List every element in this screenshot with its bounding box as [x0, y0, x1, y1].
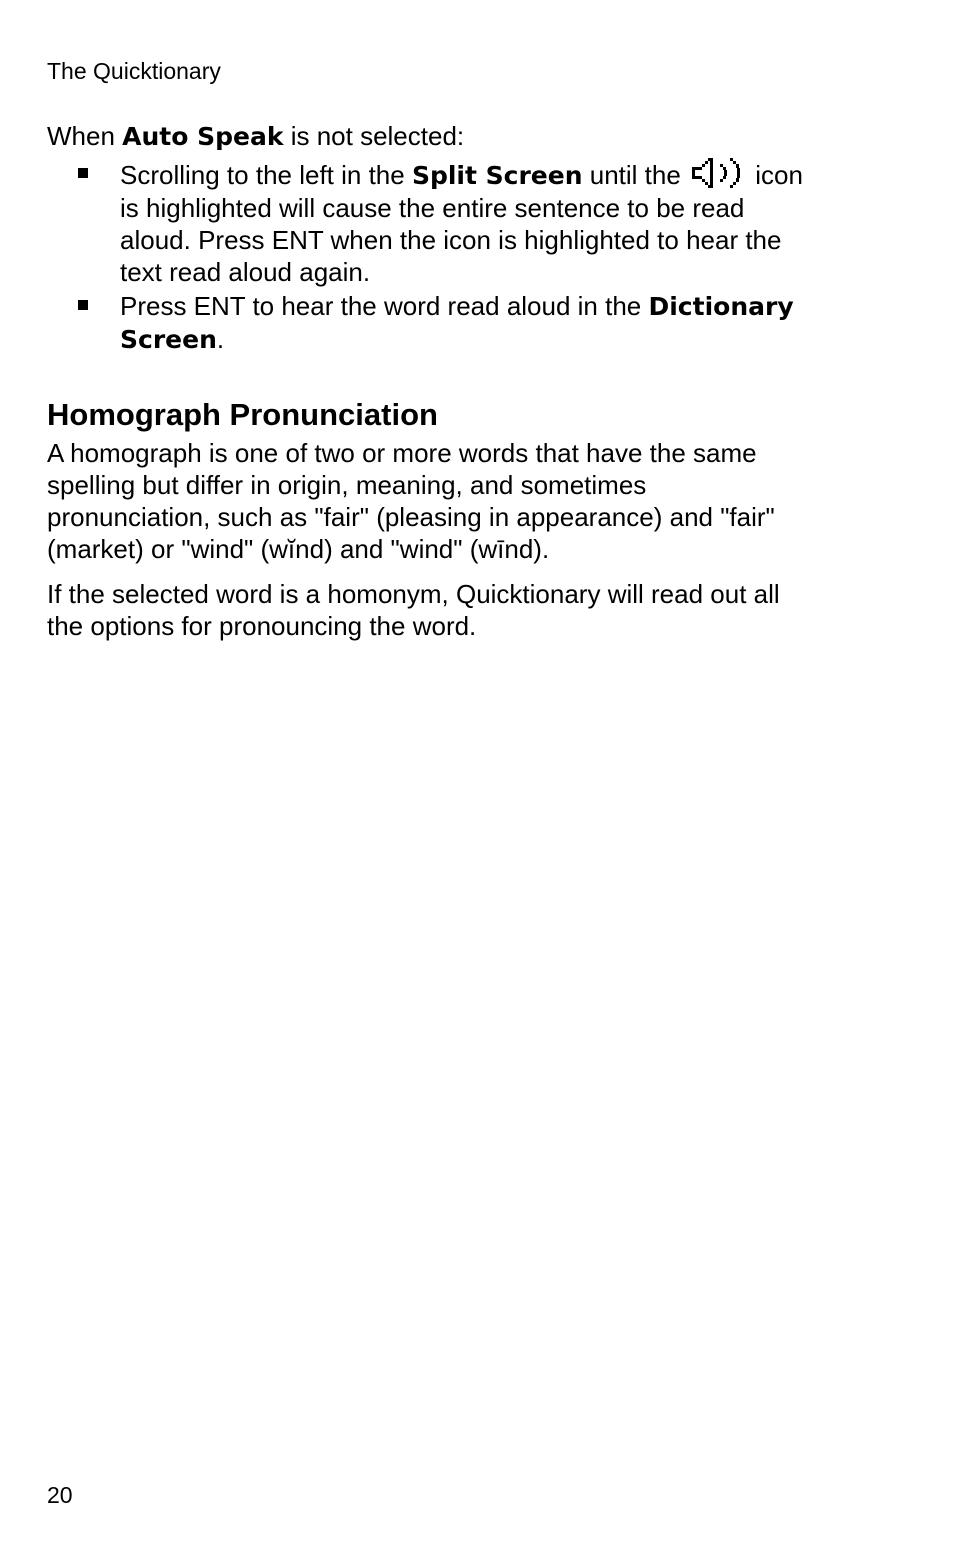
bullet-item-split-screen — [47, 158, 807, 288]
dictionary-screen-term: Dictionary Screen — [120, 292, 794, 354]
page-number: 20 — [47, 1482, 73, 1508]
square-bullet-icon — [78, 168, 88, 178]
intro-prefix: When — [47, 121, 123, 151]
section-heading: Homograph Pronunciation — [47, 397, 438, 432]
bullet-text-after: . — [216, 324, 225, 354]
auto-speak-term: Auto Speak — [122, 122, 284, 151]
bullet-text-mid: until the — [582, 160, 689, 190]
bullet-text-before: Scrolling to the left in the — [120, 160, 412, 190]
auto-speak-bullet-list — [47, 158, 807, 358]
homograph-definition-paragraph: A homograph is one of two or more words that have the same spelling but differ in origin, meaning, and sometimes pronunciation, such as "fair" (pleasing in appearance) and "fair" (market) or "wind" (wĭnd) and "wind" (wīnd). — [47, 438, 775, 564]
bullet-text-after: icon is highlighted will cause the entire sentence to be read aloud. Press ENT when the icon is highlighted to hear the text read aloud again. — [120, 160, 803, 287]
bullet-item-dictionary-screen — [47, 290, 807, 356]
split-screen-term: Split Screen — [411, 161, 583, 190]
bullet-text-before: Press ENT to hear the word read aloud in the — [120, 291, 649, 321]
homonym-paragraph: If the selected word is a homonym, Quicktionary will read out all the options for pronouncing the word. — [47, 579, 780, 641]
square-bullet-icon — [78, 300, 88, 310]
speaker-icon — [690, 158, 748, 188]
running-header: The Quicktionary — [47, 58, 221, 84]
intro-suffix: is not selected: — [283, 121, 465, 151]
intro-line — [47, 120, 807, 153]
